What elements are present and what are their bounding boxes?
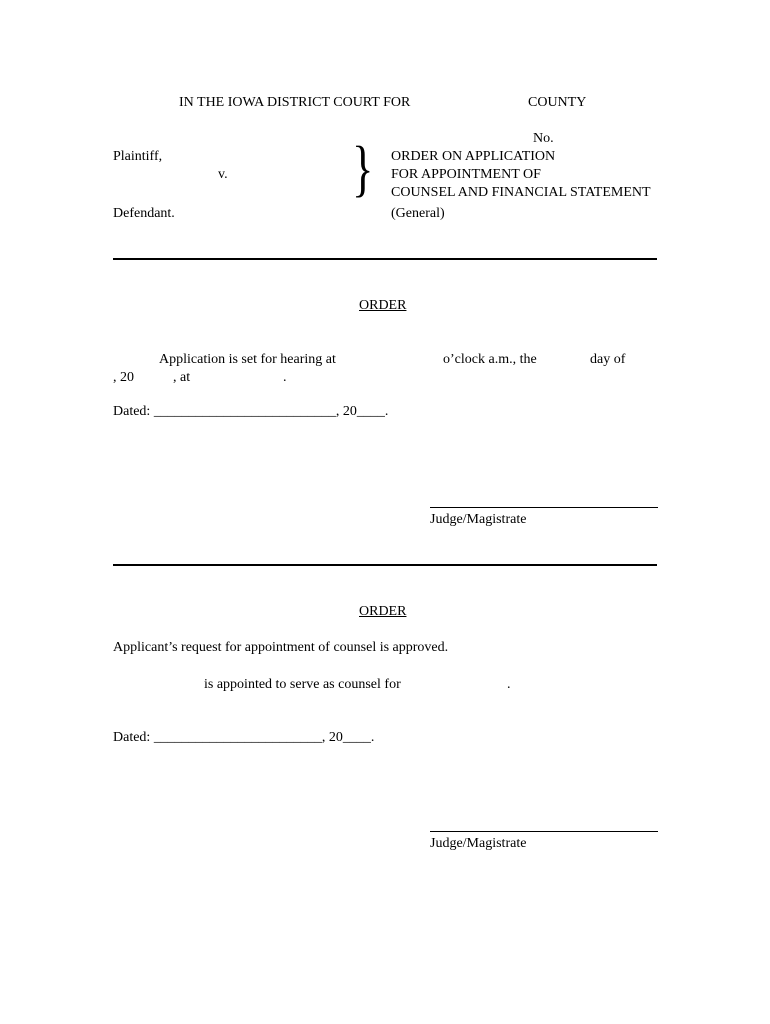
document-title-line-3: COUNSEL AND FINANCIAL STATEMENT xyxy=(391,185,651,200)
case-number-label: No. xyxy=(533,131,554,146)
at-text: , at xyxy=(173,370,191,385)
document-title-line-4: (General) xyxy=(391,206,445,221)
versus-label: v. xyxy=(218,167,228,182)
plaintiff-label: Plaintiff, xyxy=(113,149,163,164)
order-heading-1: ORDER xyxy=(359,298,407,313)
document-title-line-2: FOR APPOINTMENT OF xyxy=(391,167,541,182)
order-heading-2: ORDER xyxy=(359,604,407,619)
section-divider-2 xyxy=(113,564,657,566)
county-label: COUNTY xyxy=(528,95,587,110)
dated-line-1: Dated: __________________________, 20____. xyxy=(113,404,389,419)
section-divider-1 xyxy=(113,258,657,260)
signature-line-2 xyxy=(430,831,658,832)
caption-brace: } xyxy=(352,135,374,203)
appointment-period: . xyxy=(507,677,511,692)
oclock-text: o’clock a.m., the xyxy=(443,352,537,367)
signature-label-1: Judge/Magistrate xyxy=(430,512,527,527)
dated-line-2: Dated: ________________________, 20____. xyxy=(113,730,375,745)
appointment-text: is appointed to serve as counsel for xyxy=(204,677,401,692)
hearing-period: . xyxy=(283,370,287,385)
approval-text: Applicant’s request for appointment of counsel is approved. xyxy=(113,640,449,655)
hearing-text: Application is set for hearing at xyxy=(159,352,336,367)
defendant-label: Defendant. xyxy=(113,206,175,221)
document-title-line-1: ORDER ON APPLICATION xyxy=(391,149,556,164)
signature-line-1 xyxy=(430,507,658,508)
court-name: IN THE IOWA DISTRICT COURT FOR xyxy=(179,95,411,110)
signature-label-2: Judge/Magistrate xyxy=(430,836,527,851)
day-of-text: day of xyxy=(590,352,626,367)
year-prefix-text: , 20 xyxy=(113,370,134,385)
